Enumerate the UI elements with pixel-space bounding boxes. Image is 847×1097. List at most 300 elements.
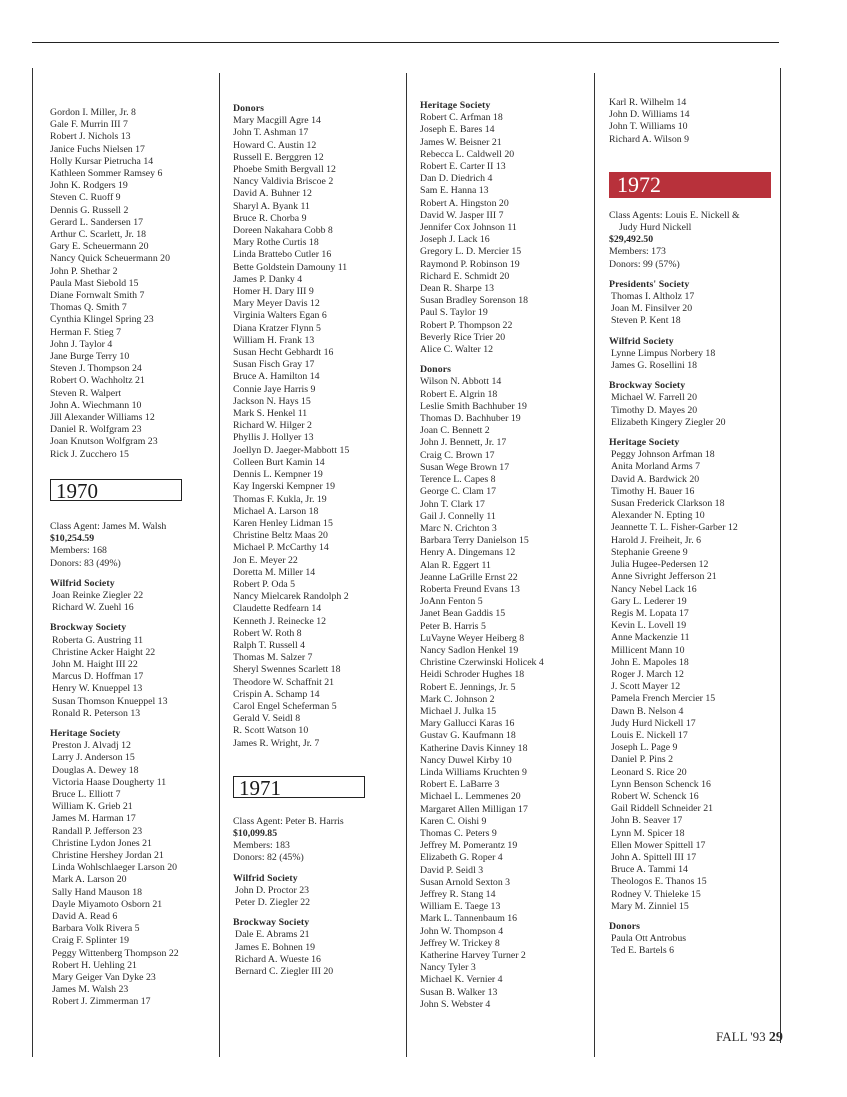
- donor-entry: Susan Frederick Clarkson 18: [611, 498, 725, 510]
- donor-entry: Kay Ingerski Kempner 19: [233, 481, 336, 493]
- donor-entry: Nancy Duwel Kirby 10: [420, 754, 512, 766]
- donor-entry: Class Agents: Louis E. Nickell &: [609, 209, 740, 221]
- donor-entry: Alice C. Walter 12: [420, 344, 494, 356]
- society-heading: Presidents' Society: [609, 278, 690, 290]
- donor-entry: Colleen Burt Kamin 14: [233, 456, 325, 468]
- donor-entry: Sharyl A. Byank 11: [233, 200, 310, 212]
- donor-entry: Roberta G. Austring 11: [52, 634, 144, 646]
- donor-entry: Joseph L. Page 9: [611, 742, 678, 754]
- donor-entry: Jennifer Cox Johnson 11: [420, 222, 517, 234]
- donor-entry: Ronald R. Peterson 13: [52, 707, 141, 719]
- donor-entry: Thomas C. Peters 9: [420, 827, 497, 839]
- donor-entry: Sam E. Hanna 13: [420, 185, 489, 197]
- donor-entry: Robert J. Zimmerman 17: [52, 996, 151, 1008]
- donor-entry: Howard C. Austin 12: [233, 139, 317, 151]
- donor-entry: Russell E. Berggren 12: [233, 151, 324, 163]
- donor-column-4: [609, 97, 777, 958]
- donor-entry: Gary E. Scheuermann 20: [50, 241, 149, 253]
- spacer: [420, 356, 592, 364]
- donor-entry: Donors: 82 (45%): [233, 852, 304, 864]
- donor-entry: Peter D. Ziegler 22: [235, 896, 311, 908]
- donor-entry: Homer H. Dary III 9: [233, 286, 314, 298]
- donor-entry: Millicent Mann 10: [611, 644, 685, 656]
- donor-entry: Diane Fornwalt Smith 7: [50, 290, 145, 302]
- donor-entry: Robert O. Wachholtz 21: [50, 375, 145, 387]
- donor-entry: John D. Proctor 23: [235, 884, 310, 896]
- donor-entry: Cynthia Klingel Spring 23: [50, 314, 154, 326]
- society-heading: Brockway Society: [233, 917, 310, 929]
- donor-entry: Barbara Volk Rivera 5: [52, 923, 140, 935]
- donor-entry: Katherine Harvey Turner 2: [420, 950, 526, 962]
- donor-entry: Richard W. Zuehl 16: [52, 602, 134, 614]
- donor-entry: John D. Williams 14: [609, 109, 690, 121]
- donor-entry: Gregory L. D. Mercier 15: [420, 246, 522, 258]
- donor-entry: Robert W. Roth 8: [233, 627, 302, 639]
- spacer: [609, 429, 777, 437]
- donor-entry: Gerald V. Seidl 8: [233, 713, 301, 725]
- donor-entry: Larry J. Anderson 15: [52, 752, 135, 764]
- donor-entry: Anne Mackenzie 11: [611, 632, 690, 644]
- spacer: [609, 372, 777, 380]
- donor-entry: Nancy Valdivia Briscoe 2: [233, 176, 334, 188]
- donor-entry: Steven C. Ruoff 9: [50, 192, 121, 204]
- column-rule-3: [406, 73, 407, 1057]
- class-year-heading: 1970: [50, 479, 182, 501]
- donor-entry: Thomas D. Bachhuber 19: [420, 413, 521, 425]
- class-total-amount: $29,492.50: [609, 234, 654, 246]
- donor-entry: Marcus D. Hoffman 17: [52, 671, 144, 683]
- donor-entry: Katherine Davis Kinney 18: [420, 742, 528, 754]
- donor-entry: Joan Knutson Wolfgram 23: [50, 436, 158, 448]
- donor-entry: Holly Kursar Pietrucha 14: [50, 155, 154, 167]
- donor-entry: James M. Walsh 23: [52, 984, 129, 996]
- donor-entry: Karen Henley Lidman 15: [233, 517, 333, 529]
- page-number: 29: [768, 1030, 783, 1045]
- donor-entry: Henry W. Knueppel 13: [52, 683, 143, 695]
- donor-entry: Jill Alexander Williams 12: [50, 412, 155, 424]
- donor-entry: James E. Bohnen 19: [235, 941, 315, 953]
- donor-entry: Linda Wohlschlaeger Larson 20: [52, 862, 177, 874]
- donor-entry: Kenneth J. Reinecke 12: [233, 615, 327, 627]
- donor-entry: Stephanie Greene 9: [611, 546, 688, 558]
- donor-entry: Doreen Nakahara Cobb 8: [233, 225, 333, 237]
- donor-entry: Louis E. Nickell 17: [611, 729, 688, 741]
- donor-entry: Joseph J. Lack 16: [420, 234, 490, 246]
- donor-entry: Victoria Haase Dougherty 11: [52, 776, 167, 788]
- donor-entry: Randall P. Jefferson 23: [52, 825, 143, 837]
- spacer: [50, 513, 215, 521]
- donor-entry: Dayle Miyamoto Osborn 21: [52, 898, 163, 910]
- donor-entry: Nancy Sadlon Henkel 19: [420, 644, 519, 656]
- donor-entry: Steven J. Thompson 24: [50, 363, 142, 375]
- donor-entry: Janet Bean Gaddis 15: [420, 608, 506, 620]
- spacer: [609, 146, 777, 154]
- donor-entry: Jeannette T. L. Fisher-Garber 12: [611, 522, 738, 534]
- donor-entry: Robert E. Carter II 13: [420, 161, 506, 173]
- donor-entry: Janice Fuchs Nielsen 17: [50, 143, 145, 155]
- donor-entry: Preston J. Alvadj 12: [52, 740, 131, 752]
- class-total-amount: $10,254.59: [50, 533, 95, 545]
- society-heading: Wilfrid Society: [50, 577, 115, 589]
- donor-entry: Dawn B. Nelson 4: [611, 705, 684, 717]
- donor-entry: Robert J. Nichols 13: [50, 131, 131, 143]
- donor-entry: Karen C. Oishi 9: [420, 815, 487, 827]
- spacer: [50, 461, 215, 469]
- donor-entry: Robert P. Thompson 22: [420, 319, 513, 331]
- donor-entry: Members: 183: [233, 840, 290, 852]
- donor-entry: Nancy Quick Scheuermann 20: [50, 253, 170, 265]
- donor-entry: John W. Thompson 4: [420, 925, 504, 937]
- donor-entry: Sally Hand Mauson 18: [52, 886, 143, 898]
- donor-entry: Lynn M. Spicer 18: [611, 827, 685, 839]
- society-heading: Heritage Society: [420, 100, 491, 111]
- spacer: [233, 909, 403, 917]
- donor-entry: Leonard S. Rice 20: [611, 766, 687, 778]
- donor-entry: Alexander N. Epting 10: [611, 510, 705, 522]
- donor-entry: Douglas A. Dewey 18: [52, 764, 139, 776]
- donor-entry: Connie Jaye Harris 9: [233, 383, 316, 395]
- spacer: [233, 766, 403, 774]
- donor-entry: Karl R. Wilhelm 14: [609, 97, 687, 108]
- donor-entry: Rebecca L. Caldwell 20: [420, 148, 515, 160]
- donor-entry: Kathleen Sommer Ramsey 6: [50, 168, 163, 180]
- donor-entry: Robert E. Algrin 18: [420, 388, 498, 400]
- donor-entry: John T. Williams 10: [609, 121, 688, 133]
- spacer: [233, 758, 403, 766]
- donor-entry: Jane Burge Terry 10: [50, 351, 130, 363]
- donor-entry: Jeffrey W. Trickey 8: [420, 937, 500, 949]
- spacer: [233, 750, 403, 758]
- donor-column-1: [50, 107, 215, 1009]
- donor-entry: Beverly Rice Trier 20: [420, 331, 506, 343]
- spacer: [609, 328, 777, 336]
- column-rule-1: [32, 68, 33, 1057]
- donor-entry: John E. Mapoles 18: [611, 656, 689, 668]
- donor-entry: John M. Haight III 22: [52, 658, 138, 670]
- donor-entry: Marc N. Crichton 3: [420, 522, 497, 534]
- column-rule-5: [780, 68, 781, 1043]
- donor-entry: Richard A. Wueste 16: [235, 953, 321, 965]
- donor-entry: Donors: 99 (57%): [609, 258, 680, 270]
- donor-entry: Joellyn D. Jaeger-Mabbott 15: [233, 444, 350, 456]
- donor-entry: R. Scott Watson 10: [233, 725, 309, 737]
- donor-entry: Class Agent: Peter B. Harris: [233, 815, 344, 827]
- donor-entry: Richard E. Schmidt 20: [420, 270, 510, 282]
- donor-entry: Jon E. Meyer 22: [233, 554, 298, 566]
- donor-entry: Michael P. McCarthy 14: [233, 542, 329, 554]
- donor-entry: Lynn Benson Schenck 16: [611, 778, 711, 790]
- donor-entry: Nancy Nebel Lack 16: [611, 583, 697, 595]
- donor-entry: Gail J. Connelly 11: [420, 510, 496, 522]
- donor-entry: Steven R. Walpert: [50, 387, 122, 399]
- donor-entry: J. Scott Mayer 12: [611, 681, 681, 693]
- donor-entry: Peggy Wittenberg Thompson 22: [52, 947, 179, 959]
- donor-entry: Michael L. Lemmenes 20: [420, 791, 521, 803]
- donor-entry: Dennis G. Russell 2: [50, 204, 129, 216]
- donor-entry: John T. Clark 17: [420, 498, 485, 510]
- spacer: [609, 271, 777, 279]
- donor-entry: Henry A. Dingemans 12: [420, 547, 516, 559]
- donor-entry: Richard A. Wilson 9: [609, 133, 689, 145]
- donor-entry: Nancy Mielcarek Randolph 2: [233, 591, 349, 603]
- donor-entry: Dean R. Sharpe 13: [420, 283, 495, 295]
- donor-entry: Susan Thomson Knueppel 13: [52, 695, 168, 707]
- donor-entry: Robert E. LaBarre 3: [420, 779, 500, 791]
- donor-entry: Susan Arnold Sexton 3: [420, 876, 511, 888]
- donor-entry: John K. Rodgers 19: [50, 180, 128, 192]
- donor-entry: Kevin L. Lovell 19: [611, 620, 687, 632]
- donor-entry: Harold J. Freiheit, Jr. 6: [611, 534, 702, 546]
- donor-entry: Christine Beltz Maas 20: [233, 530, 328, 542]
- donor-entry: Christine Czerwinski Holicek 4: [420, 657, 544, 669]
- donor-entry: Mark A. Larson 20: [52, 874, 127, 886]
- donor-entry: Gary L. Lederer 19: [611, 595, 687, 607]
- donor-entry: Robert W. Schenck 16: [611, 790, 699, 802]
- donor-entry: Julia Hugee-Pedersen 12: [611, 559, 709, 571]
- society-heading: Wilfrid Society: [609, 335, 674, 347]
- donor-entry: Gustav G. Kaufmann 18: [420, 730, 516, 742]
- donor-entry: John T. Ashman 17: [233, 127, 309, 139]
- donor-entry: George C. Clam 17: [420, 486, 497, 498]
- donor-entry: Susan Bradley Sorenson 18: [420, 295, 529, 307]
- class-year-heading: 1972: [609, 172, 771, 198]
- donor-entry: Dennis L. Kempner 19: [233, 469, 323, 481]
- donor-entry: Arthur C. Scarlett, Jr. 18: [50, 229, 147, 241]
- donor-entry: James P. Danky 4: [233, 273, 303, 285]
- donor-entry: Mary Rothe Curtis 18: [233, 237, 319, 249]
- donor-entry: James M. Harman 17: [52, 813, 136, 825]
- donor-entry: Peggy Johnson Arfman 18: [611, 449, 715, 461]
- donor-entry: John J. Taylor 4: [50, 338, 113, 350]
- donor-entry: Carol Engel Scheferman 5: [233, 700, 337, 712]
- spacer: [233, 865, 403, 873]
- donor-entry: John J. Bennett, Jr. 17: [420, 437, 507, 449]
- donor-entry: Members: 168: [50, 545, 107, 557]
- donor-entry: Michael K. Vernier 4: [420, 974, 503, 986]
- donor-entry: Mary Geiger Van Dyke 23: [52, 972, 156, 983]
- donor-entry: William K. Grieb 21: [52, 801, 133, 813]
- society-heading: Donors: [420, 364, 452, 376]
- society-heading: Heritage Society: [609, 437, 680, 449]
- donor-entry: Regis M. Lopata 17: [611, 607, 689, 619]
- donor-entry: Timothy D. Mayes 20: [611, 404, 698, 416]
- donor-entry: David A. Read 6: [52, 910, 118, 922]
- donor-entry: Gerard L. Sandersen 17: [50, 216, 144, 228]
- donor-entry: Richard W. Hilger 2: [233, 420, 312, 432]
- class-year-heading: 1971: [233, 776, 365, 798]
- donor-entry: John S. Webster 4: [420, 998, 491, 1010]
- donor-column-3: [420, 100, 592, 1011]
- donor-entry: Barbara Terry Danielson 15: [420, 535, 529, 547]
- donor-entry: Dan D. Diedrich 4: [420, 173, 493, 185]
- donor-entry: David A. Buhner 12: [233, 188, 312, 200]
- donor-column-2: [233, 103, 403, 978]
- donor-entry: Terence L. Capes 8: [420, 474, 496, 486]
- column-rule-2: [219, 73, 220, 1057]
- donor-entry: Mary Gallucci Karas 16: [420, 718, 515, 730]
- donor-entry: Claudette Redfearn 14: [233, 603, 322, 615]
- donor-entry: Mark L. Tannenbaum 16: [420, 913, 518, 925]
- donor-entry: Pamela French Mercier 15: [611, 693, 716, 705]
- donor-entry: Dale E. Abrams 21: [235, 929, 310, 941]
- society-heading: Heritage Society: [50, 727, 121, 739]
- donor-entry: Christine Acker Haight 22: [52, 646, 156, 658]
- society-heading: Wilfrid Society: [233, 872, 298, 884]
- donor-entry: Rodney V. Thieleke 15: [611, 888, 701, 900]
- donor-entry: Ralph T. Russell 4: [233, 639, 306, 651]
- donor-entry: James R. Wright, Jr. 7: [233, 737, 320, 749]
- donor-entry: David A. Bardwick 20: [611, 473, 700, 485]
- spacer: [50, 720, 215, 728]
- donor-entry: Roberta Freund Evans 13: [420, 583, 520, 595]
- donor-entry: Margaret Allen Milligan 17: [420, 803, 528, 815]
- donor-entry: Alan R. Eggert 11: [420, 559, 491, 571]
- donor-entry: Susan Hecht Gebhardt 16: [233, 347, 334, 359]
- donor-entry: William H. Frank 13: [233, 334, 315, 346]
- spacer: [50, 570, 215, 578]
- donor-entry: Peter B. Harris 5: [420, 620, 486, 632]
- donor-entry: Mark C. Johnson 2: [420, 693, 495, 705]
- donor-entry: Members: 173: [609, 246, 666, 258]
- donor-entry: Joan C. Bennett 2: [420, 425, 490, 437]
- donor-entry: John P. Shethar 2: [50, 265, 118, 277]
- donor-entry: Susan Wege Brown 17: [420, 461, 510, 473]
- donor-entry: Virginia Walters Egan 6: [233, 310, 327, 322]
- donor-entry: James W. Beisner 21: [420, 136, 502, 148]
- donor-entry: Thomas F. Kukla, Jr. 19: [233, 493, 327, 505]
- page-footer: [716, 1029, 783, 1046]
- donor-entry: Gail Riddell Schneider 21: [611, 803, 714, 815]
- donor-entry: Joseph E. Bares 14: [420, 124, 495, 136]
- donor-entry: Gale F. Murrin III 7: [50, 119, 128, 131]
- society-heading: Donors: [233, 103, 265, 114]
- donor-entry: Michael J. Julka 15: [420, 705, 497, 717]
- donor-entry: Mary Macgill Agre 14: [233, 115, 321, 127]
- donor-entry: Susan Fisch Gray 17: [233, 359, 315, 371]
- donor-entry: Susan B. Walker 13: [420, 986, 498, 998]
- donor-entry: Bette Goldstein Damouny 11: [233, 261, 348, 273]
- donor-entry: David W. Jasper III 7: [420, 209, 504, 221]
- donor-entry: James G. Rosellini 18: [611, 360, 697, 372]
- donor-entry: Christine Hershey Jordan 21: [52, 849, 164, 861]
- donor-entry: Phoebe Smith Bergvall 12: [233, 164, 336, 176]
- donor-entry: Diana Kratzer Flynn 5: [233, 322, 321, 334]
- donor-entry: Jeffrey R. Stang 14: [420, 889, 496, 900]
- donor-entry: Paula Mast Siebold 15: [50, 277, 139, 289]
- donor-entry: Elizabeth G. Roper 4: [420, 852, 503, 864]
- donor-entry: Linda Williams Kruchten 9: [420, 766, 527, 778]
- donor-entry: Robert A. Hingston 20: [420, 197, 509, 209]
- donor-entry: Thomas I. Altholz 17: [611, 291, 695, 303]
- class-total-amount: $10,099.85: [233, 827, 278, 839]
- donor-entry: Anne Sivright Jefferson 21: [611, 571, 717, 583]
- donor-entry: Jeffrey M. Pomerantz 19: [420, 840, 518, 852]
- donor-entry: David P. Seidl 3: [420, 864, 484, 876]
- society-heading: Brockway Society: [50, 622, 127, 634]
- donor-entry: Raymond P. Robinson 19: [420, 258, 520, 270]
- donor-entry: Ellen Mower Spittell 17: [611, 839, 706, 851]
- donor-entry: Lynne Limpus Norbery 18: [611, 347, 716, 359]
- spacer: [609, 162, 777, 170]
- donor-entry: William E. Taege 13: [420, 901, 501, 913]
- donor-entry: Robert C. Arfman 18: [420, 112, 503, 124]
- donor-entry: Robert E. Jennings, Jr. 5: [420, 681, 516, 693]
- donor-entry: Herman F. Stieg 7: [50, 326, 122, 338]
- donor-entry: Michael W. Farrell 20: [611, 392, 697, 404]
- donor-entry: Robert H. Uehling 21: [52, 959, 137, 971]
- society-heading: Brockway Society: [609, 380, 686, 392]
- donor-entry: Class Agent: James M. Walsh: [50, 520, 167, 532]
- donor-entry: Gordon I. Miller, Jr. 8: [50, 107, 136, 118]
- donor-entry: John A. Spittell III 17: [611, 851, 697, 863]
- donor-entry: Craig C. Brown 17: [420, 449, 495, 461]
- donor-entry: Nancy Tyler 3: [420, 962, 476, 974]
- column-rule-4: [594, 73, 595, 1057]
- donor-entry: Joan Reinke Ziegler 22: [52, 589, 144, 601]
- donor-entry: Mark S. Henkel 11: [233, 408, 308, 420]
- spacer: [50, 614, 215, 622]
- donor-entry: John B. Seaver 17: [611, 815, 683, 827]
- donor-entry: Daniel R. Wolfgram 23: [50, 424, 142, 436]
- donor-entry: Bruce R. Chorba 9: [233, 212, 307, 224]
- donor-entry: Anita Morland Arms 7: [611, 461, 700, 473]
- donor-entry: Paula Ott Antrobus: [611, 933, 687, 945]
- donor-entry: Crispin A. Schamp 14: [233, 688, 320, 700]
- donor-entry: Bruce A. Tammi 14: [611, 864, 688, 876]
- donor-entry: Donors: 83 (49%): [50, 557, 121, 569]
- issue-label: FALL '93: [716, 1029, 766, 1044]
- spacer: [609, 913, 777, 921]
- donor-entry: Theologos E. Thanos 15: [611, 876, 707, 888]
- society-heading: Donors: [609, 920, 641, 932]
- donor-entry: Jackson N. Hays 15: [233, 395, 311, 407]
- donor-entry: Doretta M. Miller 14: [233, 566, 316, 578]
- donor-entry: Phyllis J. Hollyer 13: [233, 432, 314, 444]
- donor-entry: Linda Brattebo Cutler 16: [233, 249, 332, 261]
- donor-entry: Bruce L. Elliott 7: [52, 788, 121, 800]
- donor-entry: Jeanne LaGrille Ernst 22: [420, 571, 518, 583]
- donor-entry: Sheryl Swennes Scarlett 18: [233, 664, 341, 676]
- donor-entry: Christine Lydon Jones 21: [52, 837, 152, 849]
- donor-entry: Elizabeth Kingery Ziegler 20: [611, 416, 726, 428]
- class-agent-line: Judy Hurd Nickell: [619, 222, 692, 234]
- donor-entry: Rick J. Zucchero 15: [50, 448, 129, 460]
- donor-entry: Michael A. Larson 18: [233, 505, 319, 517]
- donor-entry: Timothy H. Bauer 16: [611, 485, 695, 497]
- donor-entry: Robert P. Oda 5: [233, 578, 296, 590]
- spacer: [50, 469, 215, 477]
- donor-entry: Theodore W. Schaffnit 21: [233, 676, 335, 688]
- donor-entry: Steven P. Kent 18: [611, 315, 681, 327]
- donor-entry: Bernard C. Ziegler III 20: [235, 966, 334, 977]
- donor-entry: Mary Meyer Davis 12: [233, 298, 320, 310]
- donor-entry: Joan M. Finsilver 20: [611, 303, 693, 315]
- donor-entry: Heidi Schroder Hughes 18: [420, 669, 525, 681]
- donor-entry: Leslie Smith Bachhuber 19: [420, 400, 527, 412]
- donor-entry: Ted E. Bartels 6: [611, 945, 674, 957]
- top-rule: [32, 42, 779, 43]
- donor-entry: Paul S. Taylor 19: [420, 307, 488, 319]
- donor-entry: Thomas M. Salzer 7: [233, 652, 313, 664]
- donor-entry: Roger J. March 12: [611, 668, 684, 680]
- donor-entry: Wilson N. Abbott 14: [420, 376, 502, 388]
- donor-entry: Judy Hurd Nickell 17: [611, 717, 696, 729]
- donor-entry: Thomas Q. Smith 7: [50, 302, 127, 314]
- donor-entry: Craig F. Splinter 19: [52, 935, 130, 947]
- donor-entry: Bruce A. Hamilton 14: [233, 371, 320, 383]
- donor-entry: Daniel P. Pins 2: [611, 754, 674, 766]
- spacer: [609, 154, 777, 162]
